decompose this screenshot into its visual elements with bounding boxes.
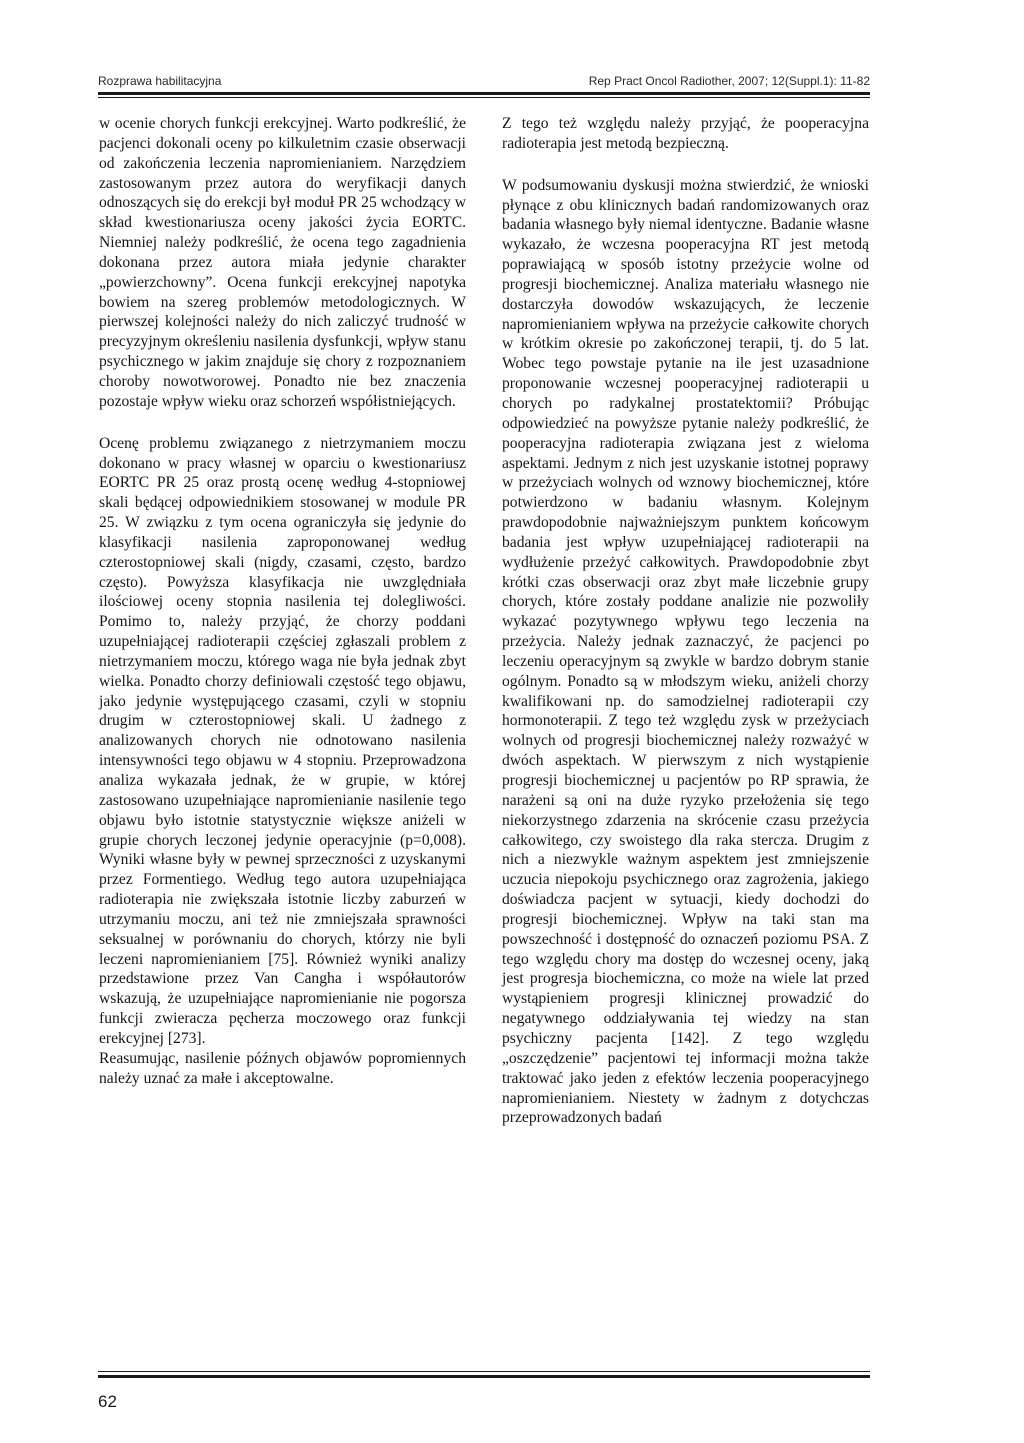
left-column — [99, 114, 466, 1089]
right-paragraph-2: W podsumowaniu dyskusji można stwierdzić, że wnioski płynące z obu klinicznych badań randomizowanych oraz badania własnego były niemal identyczne. Badanie własne wykazało, że wczesna pooperacyjna RT jest metodą poprawiającą w sposób istotny przeżycie wolne od progresji biochemicznej. Analiza materiału własnego nie dostarczyła dowodów wskazujących, że leczenie napromienianiem wpływa na przeżycie całkowite chorych w krótkim okresie po zakończonej terapii, tj. do 5 lat. Wobec tego powstaje pytanie na ile jest uzasadnione proponowanie wczesnej pooperacyjnej radioterapii u chorych po radykalnej prostatektomii? Próbując odpowiedzieć na powyższe pytanie należy podkreślić, że pooperacyjna radioterapia związana jest z wieloma aspektami. Jednym z nich jest uzyskanie istotnej poprawy w przeżyciach wolnych od wznowy biochemicznej, które potwierdzono w badaniu własnym. Kolejnym prawdopodobnie najważniejszym punktem końcowym badania jest wpływ uzupełniającej radioterapii na wydłużenie przeżyć całkowitych. Prawdopodobnie zbyt krótki czas obserwacji oraz zbyt małe liczebnie grupy chorych, które zostały poddane analizie nie pozwoliły wykazać pozytywnego wpływu tego leczenia na przeżycia. Należy jednak zaznaczyć, że pacjenci po leczeniu operacyjnym są zwykle w bardzo dobrym stanie ogólnym. Ponadto są w młodszym wieku, aniżeli chorzy kwalifikowani np. do samodzielnej radioterapii czy hormonoterapii. Z tego też względu zysk w przeżyciach wolnych od progresji biochemicznej należy rozważyć w dwóch aspektach. W pierwszym z nich wystąpienie progresji biochemicznej u pacjentów po RP sprawia, że narażeni są oni na duże ryzyko przełożenia się tego niekorzystnego zdarzenia na skrócenie czasu przeżycia całkowitego, czy swoistego dla raka stercza. Drugim z nich a niezwykle ważnym aspektem jest zmniejszenie uczucia niepokoju psychicznego oraz zagrożenia, jakiego doświadcza pacjent w sytuacji, kiedy dochodzi do progresji biochemicznej. Wpływ na taki stan ma powszechność i dostępność do oznaczeń poziomu PSA. Z tego względu chory ma dostęp do wczesnej oceny, jaką jest progresja biochemiczna, co może na wiele lat przed wystąpieniem progresji klinicznej prowadzić do negatywnego oddziaływania tej wiedzy na stan psychiczny pacjenta [142]. Z tego względu „oszczędzenie” pacjentowi tej informacji można także traktować jako jeden z efektów leczenia pooperacyjnego napromienianiem. Niestety w żadnym z dotychczas przeprowadzonych badań — [502, 176, 869, 1127]
header-left: Rozprawa habilitacyjna — [98, 74, 222, 88]
left-paragraph-1: w ocenie chorych funkcji erekcyjnej. Warto podkreślić, że pacjenci dokonali oceny po kilkuletnim czasie obserwacji od zakończenia leczenia napromienianiem. Narzędziem zastosowanym przez autora do weryfikacji danych odnoszących się do erekcji był moduł PR 25 wchodzący w skład kwestionariusza oceny jakości życia EORTC. Niemniej należy podkreślić, że ocena tego zagadnienia dokonana przez autora miała jedynie charakter „powierzchowny”. Ocena funkcji erekcyjnej napotyka bowiem na szereg problemów metodologicznych. W pierwszej kolejności należy do nich zaliczyć trudność w precyzyjnym określeniu nasilenia dysfunkcji, wpływ stanu psychicznego w jakim znajduje się chory z rozpoznaniem choroby nowotworowej. Ponadto nie bez znaczenia pozostaje wpływ wieku oraz schorzeń współistniejących. — [99, 115, 466, 410]
page-number: 62 — [98, 1392, 117, 1411]
left-paragraph-3: Reasumując, nasilenie późnych objawów popromiennych należy uznać za małe i akceptowalne. — [99, 1049, 466, 1087]
footer-rule-thin — [98, 1371, 870, 1372]
header-rule-thin — [98, 97, 870, 98]
footer-rule — [98, 1375, 870, 1378]
header-right: Rep Pract Oncol Radiother, 2007; 12(Suppl.1): 11-82 — [588, 74, 870, 88]
right-column — [502, 114, 869, 1128]
left-paragraph-2: Ocenę problemu związanego z nietrzymaniem moczu dokonano w pracy własnej w oparciu o kwestionariusz EORTC PR 25 oraz prostą ocenę według 4-stopniowej skali będącej odpowiednikiem stosowanej w module PR 25. W związku z tym ocena ograniczyła się jedynie do klasyfikacji nasilenia zaproponowanej według czterostopniowej skali (nigdy, czasami, często, bardzo często). Powyższa klasyfikacja nie uwzględniała ilościowej oceny stopnia nasilenia tej dolegliwości. Pomimo to, należy przyjąć, że chorzy poddani uzupełniającej radioterapii częściej zgłaszali problem z nietrzymaniem moczu, którego waga nie była jednak zbyt wielka. Ponadto chorzy definiowali częstość tego objawu, jako jedynie występującego czasami, czyli w stopniu drugim w czterostopniowej skali. U żadnego z analizowanych chorych nie odnotowano nasilenia intensywności tego objawu w 4 stopniu. Przeprowadzona analiza wykazała jednak, że w grupie, w której zastosowano uzupełniające napromienianie nasilenie tego objawu było istotnie statystycznie większe aniżeli w grupie chorych leczonej jedynie operacyjnie (p=0,008). Wyniki własne były w pewnej sprzeczności z uzyskanymi przez Formentiego. Według tego autora uzupełniająca radioterapia nie zwiększała istotnie liczby zaburzeń w utrzymaniu moczu, ani też nie zmniejszała sprawności seksualnej w porównaniu do chorych, którzy nie byli leczeni napromienianiem [75]. Również wyniki analizy przedstawione przez Van Cangha i współautorów wskazują, że uzupełniające napromienianie nie pogorsza funkcji zwieracza pęcherza moczowego oraz funkcji erekcyjnej [273]. — [99, 434, 466, 1047]
right-paragraph-1: Z tego też względu należy przyjąć, że pooperacyjna radioterapia jest metodą bezpieczną. — [502, 115, 869, 152]
header-rule — [98, 92, 870, 95]
